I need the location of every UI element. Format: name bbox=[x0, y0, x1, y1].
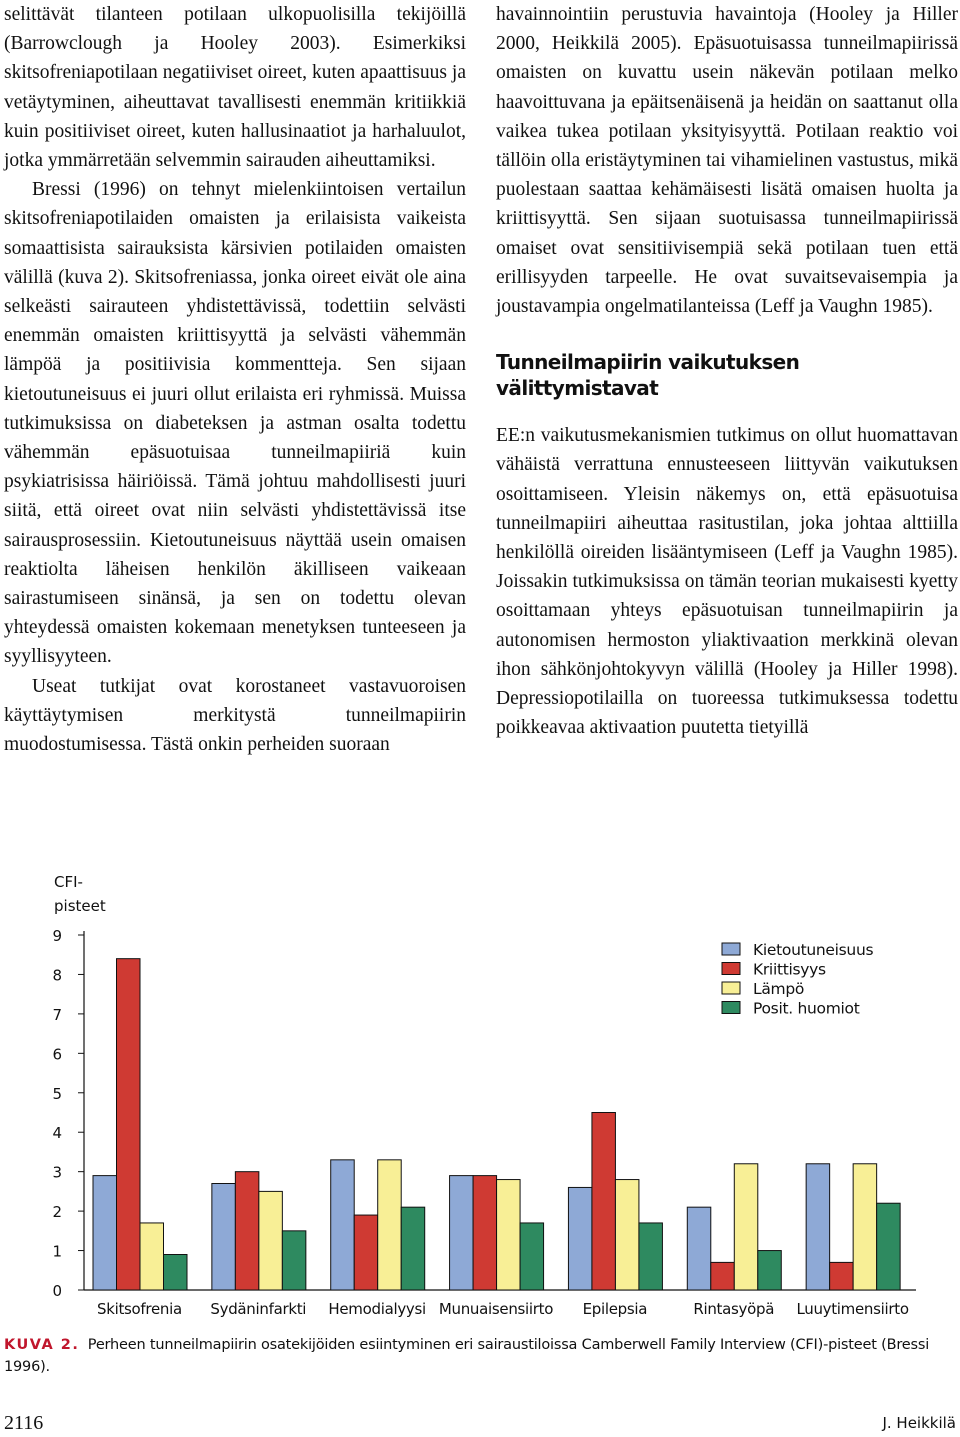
bar bbox=[117, 959, 141, 1290]
bar bbox=[497, 1180, 520, 1290]
y-tick-label: 8 bbox=[52, 966, 62, 985]
bar bbox=[378, 1160, 402, 1290]
legend-swatch bbox=[722, 963, 740, 975]
right-column bbox=[496, 0, 958, 742]
x-tick-label: Rintasyöpä bbox=[693, 1300, 775, 1318]
bar bbox=[758, 1251, 782, 1290]
legend-label: Posit. huomiot bbox=[753, 999, 860, 1018]
legend-swatch bbox=[722, 982, 740, 994]
figure-caption bbox=[4, 1334, 958, 1378]
left-paragraph-2: Bressi (1996) on tehnyt mielenkiintoisen vertailun skitsofreniapotilaiden omaisten ja erilaisista vaikeista somaattisista sairauksista kärsivien potilaiden omaisten välillä (kuva 2). Skitsofreniassa, jonka oireet eivät ole aina selkeästi sairauteen yhdistettävissä, todettiin selvästi enemmän omaisten kriittisyyttä ja selvästi vähemmän lämpöä ja positiivisia kommentteja. Sen sijaan kietoutuneisuus ei juuri ollut erilaista eri ryhmissä. Muissa tutkimuksissa on diabeteksen ja astman osalta todettu vähemmän epäsuotuisaa tunneilmapiiriä kuin psykiatrisissa häiriöissä. Tämä johtuu mahdollisesti juuri siitä, että oireet ovat niin selvästi yhdistettävissä itse sairausprosessiin. Kietoutuneisuus näyttää usein omaisen reaktiolta läheisen henkilön äkilliseen vaikeaan sairastumiseen sinänsä, ja sen on todettu olevan yhteydessä omaisten kokemaan menetyksen tunteeseen ja syyllisyyteen. bbox=[4, 179, 466, 668]
chart-layer bbox=[52, 873, 916, 1318]
bar bbox=[93, 1176, 117, 1290]
bar bbox=[450, 1176, 474, 1290]
right-paragraph-1: havainnointiin perustuvia havaintoja (Hooley ja Hiller 2000, Heikkilä 2005). Epäsuotuisassa tunneilmapiirissä omaisten on kuvattu usein näkevän potilaan melko haavoittuvana ja epäitsenäisenä ja heidän on saattanut olla vaikea tukea potilaan yksityisyyttä. Potilaan reaktio voi tällöin olla eristäytyminen tai vihamielinen vastustus, mikä puolestaan saattaa kehämäisesti lisätä omaisen huolta ja kriittisyyttä. Sen sijaan suotuisassa tunneilmapiirissä omaiset ovat sensitiivisempiä sekä potilaan tuen että erillisyyden tarpeelle. He ovat suvaitsevaisempia ja joustavampia ongelmatilanteissa (Leff ja Vaughn 1985). bbox=[496, 4, 958, 318]
bar bbox=[520, 1223, 544, 1290]
y-tick-label: 6 bbox=[52, 1045, 62, 1064]
bar-chart-figure bbox=[0, 860, 960, 1330]
legend-label: Kriittisyys bbox=[753, 960, 826, 979]
y-tick-label: 2 bbox=[52, 1203, 62, 1222]
x-tick-label: Skitsofrenia bbox=[96, 1300, 182, 1318]
bar bbox=[877, 1203, 901, 1290]
bar bbox=[354, 1215, 378, 1290]
bar bbox=[639, 1223, 663, 1290]
y-axis-label: CFI- bbox=[54, 873, 83, 891]
bar bbox=[164, 1255, 188, 1291]
bar bbox=[830, 1262, 854, 1290]
y-tick-label: 4 bbox=[52, 1124, 62, 1143]
right-paragraph-2: EE:n vaikutusmekanismien tutkimus on ollut huomattavan vähäistä verrattuna ennusteeseen liittyvän vaikutuksen osoittamiseen. Yleisin näkemys on, että epäsuotuisa tunneilmapiiri aiheuttaa rasitustilan, joka johtaa alttiilla henkilöllä oireiden lisääntymiseen (Leff ja Vaughn 1985). Joissakin tutkimuksissa on tämän teorian mukaisesti kyetty osoittamaan yhteys epäsuotuisan tunneilmapiirin ja autonomisen hermoston yliaktivaation merkkinä olevan ihon sähkönjohtokyvyn välillä (Hooley ja Hiller 1998). Depressiopotilailla on tuoreessa tutkimuksessa todettu poikkeavaa aktivaation puutetta tietyillä bbox=[496, 425, 958, 739]
section-heading: Tunneilmapiirin vaikutuksen välittymistavat bbox=[496, 350, 800, 401]
bar bbox=[592, 1113, 616, 1291]
bar bbox=[806, 1164, 830, 1290]
y-axis-label: pisteet bbox=[54, 897, 106, 915]
left-column bbox=[4, 0, 466, 759]
y-tick-label: 9 bbox=[52, 927, 62, 945]
bar bbox=[401, 1207, 425, 1290]
bar bbox=[259, 1191, 283, 1290]
bar bbox=[212, 1184, 236, 1291]
left-paragraph-3: Useat tutkijat ovat korostaneet vastavuoroisen käyttäytymisen merkitystä tunneilmapiirin muodostumisessa. Tästä onkin perheiden suoraan bbox=[4, 675, 466, 756]
left-paragraph-1: selittävät tilanteen potilaan ulkopuolisilla tekijöillä (Barrowclough ja Hooley 2003). Esimerkiksi skitsofreniapotilaan negatiiviset oireet, kuten apaattisuus ja vetäytyminen, aiheuttavat tavallisesti enemmän kritiikkiä kuin positiiviset oireet, kuten hallusinaatiot ja harhaluulot, jotka ymmärretään selvemmin sairauden aiheuttamiksi. bbox=[4, 4, 466, 172]
y-tick-label: 3 bbox=[52, 1163, 62, 1182]
bar bbox=[331, 1160, 355, 1290]
bar bbox=[473, 1176, 497, 1290]
y-tick-label: 0 bbox=[52, 1282, 62, 1300]
bar bbox=[734, 1164, 758, 1290]
bar bbox=[235, 1172, 259, 1290]
bar bbox=[711, 1262, 735, 1290]
legend-label: Kietoutuneisuus bbox=[753, 941, 874, 959]
caption-text: Perheen tunneilmapiirin osatekijöiden esiintyminen eri sairaustiloissa Camberwell Family Interview (CFI)-pisteet (Bressi 1996). bbox=[4, 1337, 930, 1375]
bar bbox=[568, 1187, 592, 1290]
x-tick-label: Epilepsia bbox=[582, 1300, 648, 1318]
page-number: 2116 bbox=[4, 1412, 44, 1434]
bar bbox=[687, 1207, 711, 1290]
x-tick-label: Luuytimensiirto bbox=[796, 1300, 909, 1318]
legend-swatch bbox=[722, 1002, 740, 1014]
x-tick-label: Munuaisensiirto bbox=[438, 1300, 554, 1318]
bar bbox=[615, 1180, 639, 1290]
y-tick-label: 5 bbox=[52, 1084, 62, 1103]
bar bbox=[282, 1231, 306, 1290]
legend-label: Lämpö bbox=[753, 980, 805, 998]
x-tick-label: Hemodialyysi bbox=[328, 1300, 426, 1318]
y-tick-label: 1 bbox=[52, 1242, 62, 1261]
running-author: J. Heikkilä bbox=[882, 1414, 956, 1432]
legend-swatch bbox=[722, 943, 740, 955]
caption-label: KUVA 2. bbox=[4, 1337, 80, 1353]
x-tick-label: Sydäninfarkti bbox=[210, 1300, 307, 1318]
bar bbox=[853, 1164, 877, 1290]
y-tick-label: 7 bbox=[52, 1005, 62, 1024]
bar bbox=[140, 1223, 164, 1290]
